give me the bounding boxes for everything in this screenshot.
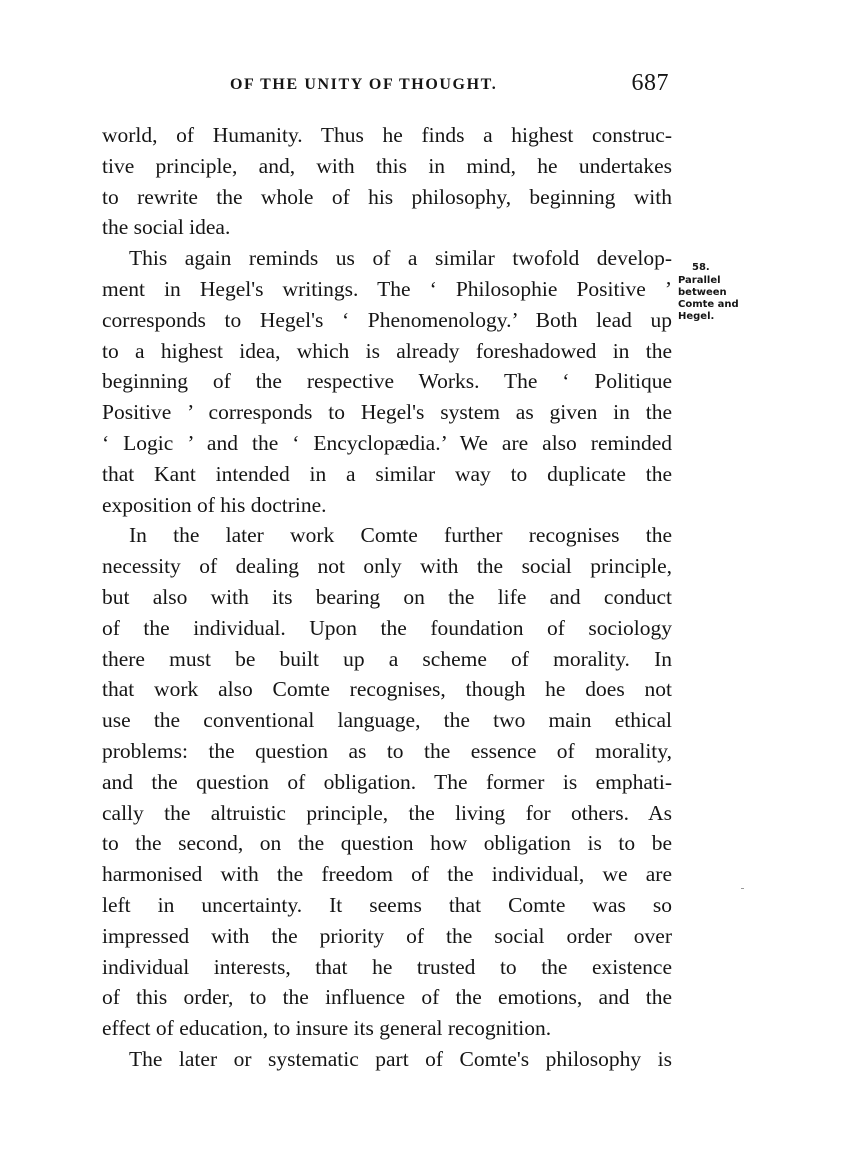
text-line: necessity of dealing not only with the social principle, — [102, 554, 672, 579]
text-line: This again reminds us of a similar twofold develop- — [129, 246, 672, 271]
text-line: there must be built up a scheme of morality. In — [102, 646, 672, 671]
text-line: beginning of the respective Works. The ‘ Politique — [102, 369, 672, 394]
text-line: of this order, to the influence of the emotions, and the — [102, 985, 672, 1010]
running-head — [200, 70, 675, 100]
text-line: individual interests, that he trusted to the existence — [102, 954, 672, 979]
text-line: tive principle, and, with this in mind, he undertakes — [102, 153, 672, 178]
text-line: and the question of obligation. The former is emphati- — [102, 769, 672, 794]
text-line: problems: the question as to the essence of morality, — [102, 738, 672, 763]
text-line: of the individual. Upon the foundation of sociology — [102, 615, 672, 640]
margin-note-line: between — [678, 287, 727, 298]
text-line: world, of Humanity. Thus he finds a highest construc- — [102, 123, 672, 147]
text-line: effect of education, to insure its general recognition. — [102, 1016, 552, 1041]
margin-note-line: Parallel — [678, 275, 721, 286]
margin-note-line: Comte and — [678, 299, 739, 310]
page-number: 687 — [631, 70, 669, 96]
text-line: cally the altruistic principle, the living for others. As — [102, 800, 672, 825]
scan-speck — [741, 888, 744, 889]
text-line: to rewrite the whole of his philosophy, beginning with — [102, 184, 672, 209]
margin-note-number: 58. — [692, 262, 710, 273]
text-line: The later or systematic part of Comte's philosophy is — [129, 1046, 672, 1071]
text-line: Positive ’ corresponds to Hegel's system as given in the — [102, 400, 672, 425]
text-line: but also with its bearing on the life and conduct — [102, 584, 672, 609]
text-line: ment in Hegel's writings. The ‘ Philosophie Positive ’ — [102, 276, 672, 301]
text-line: left in uncertainty. It seems that Comte was so — [102, 892, 672, 917]
text-line: that Kant intended in a similar way to duplicate the — [102, 461, 672, 486]
text-line: corresponds to Hegel's ‘ Phenomenology.’ Both lead up — [102, 307, 672, 332]
text-line: ‘ Logic ’ and the ‘ Encyclopædia.’ We are also reminded — [102, 430, 672, 455]
margin-note-line: Hegel. — [678, 311, 715, 322]
margin-note — [678, 262, 768, 323]
text-line: to the second, on the question how obligation is to be — [102, 831, 672, 856]
text-line: impressed with the priority of the social order over — [102, 923, 672, 948]
text-line: the social idea. — [102, 215, 231, 240]
text-line: to a highest idea, which is already foreshadowed in the — [102, 338, 672, 363]
running-title: OF THE UNITY OF THOUGHT. — [230, 76, 498, 93]
body-text — [102, 120, 672, 1075]
text-line: exposition of his doctrine. — [102, 492, 327, 517]
text-line: In the later work Comte further recognises the — [129, 523, 672, 548]
text-line: use the conventional language, the two main ethical — [102, 708, 672, 733]
text-line: harmonised with the freedom of the individual, we are — [102, 862, 672, 887]
text-line: that work also Comte recognises, though he does not — [102, 677, 672, 702]
